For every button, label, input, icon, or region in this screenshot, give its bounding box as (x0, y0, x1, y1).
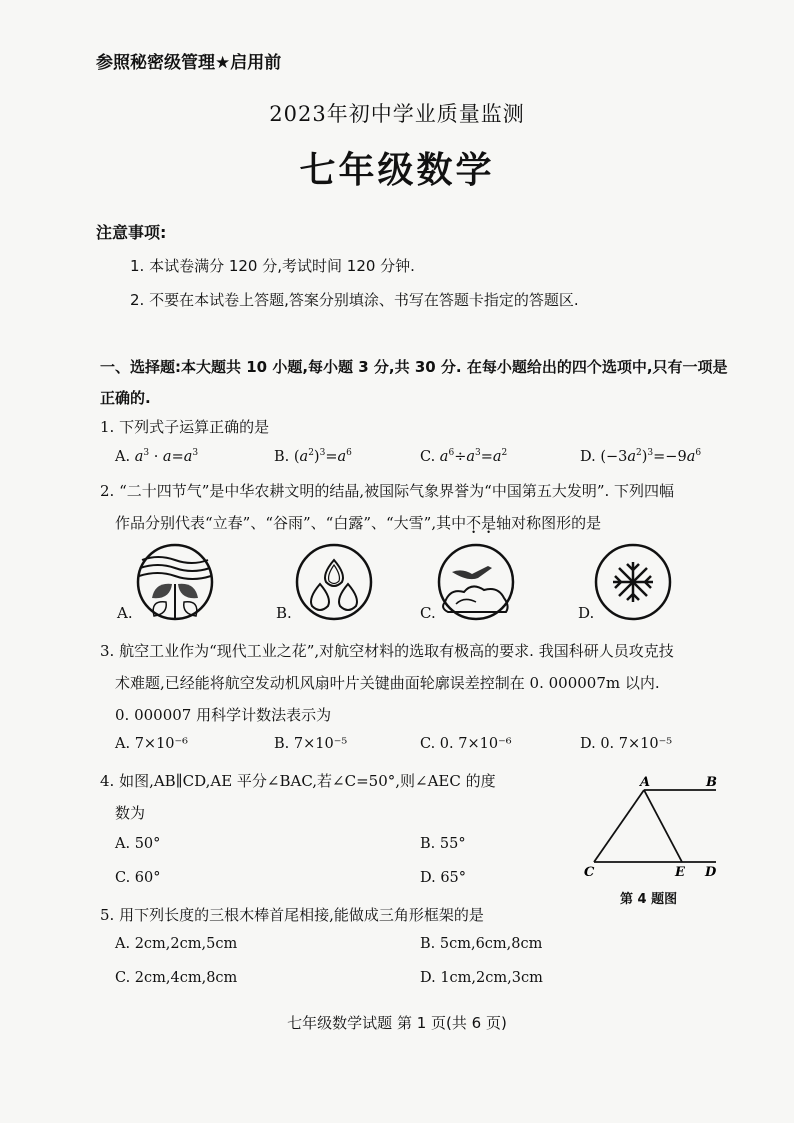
q2-label-b: B. (276, 604, 292, 622)
q1-option-c: C. $a^6\div a^3=a^2$ (420, 448, 508, 465)
q2-label-c: C. (420, 604, 436, 622)
question-1-stem: 1. 下列式子运算正确的是 (100, 418, 270, 436)
subject-title: 七年级数学 (299, 150, 495, 191)
q1-option-d: D. $(-3a^2)^3=-9a^6$ (580, 448, 702, 465)
question-2-stem-line1: 2. “二十四节气”是中华农耕文明的结晶,被国际气象界誉为“中国第五大发明”. 下列四幅 (100, 482, 675, 500)
daxue-icon (596, 545, 670, 619)
bailu-icon (439, 545, 513, 619)
q5-option-c: C. 2cm,4cm,8cm (115, 970, 238, 986)
q1-option-b: B. $(a^2)^3=a^6$ (274, 448, 352, 465)
q4-option-c: C. 60° (115, 870, 161, 886)
q5-option-a: A. 2cm,2cm,5cm (115, 936, 238, 952)
q2-emphasis: 不 (466, 514, 482, 532)
q5-option-b: B. 5cm,6cm,8cm (420, 936, 543, 952)
q3-option-d: D. 0. 7×10⁻⁵ (580, 736, 673, 752)
notice-item: 2. 不要在本试卷上答题,答案分别填涂、书写在答题卡指定的答题区. (130, 291, 579, 309)
q3-option-c: C. 0. 7×10⁻⁶ (420, 736, 512, 752)
question-3-line2: 术难题,已经能将航空发动机风扇叶片关键曲面轮廓误差控制在 0. 000007m 以内. (115, 674, 660, 692)
q4-figure-caption: 第 4 题图 (620, 892, 678, 907)
q4-geometry-figure (578, 770, 728, 880)
q4-option-a: A. 50° (115, 836, 161, 852)
question-2-stem-line2 (115, 512, 601, 533)
q4-option-d: D. 65° (420, 870, 467, 886)
q2-emphasis: 是 (481, 514, 497, 532)
notice-title: 注意事项: (96, 223, 167, 242)
question-4-line1: 4. 如图,AB∥CD,AE 平分∠BAC,若∠C=50°,则∠AEC 的度 (100, 772, 496, 790)
point-c-label: C (584, 865, 595, 880)
point-e-label: E (675, 865, 685, 880)
confidential-label: 参照秘密级管理★启用前 (96, 53, 282, 73)
q2-label-d: D. (578, 604, 595, 622)
q2-label-a: A. (117, 604, 133, 622)
point-a-label: A (640, 775, 651, 790)
question-3-line1: 3. 航空工业作为“现代工业之花”,对航空材料的选取有极高的要求. 我国科研人员攻克技 (100, 642, 674, 660)
exam-title: 2023年初中学业质量监测 (269, 102, 525, 126)
page-footer: 七年级数学试题 第 1 页(共 6 页) (287, 1014, 507, 1032)
q2-text: 作品分别代表“立春”、“谷雨”、“白露”、“大雪”,其中 (115, 514, 467, 532)
lichun-icon (138, 545, 212, 619)
q1-option-a: A. $a^3 \cdot a=a^3$ (115, 448, 199, 465)
point-d-label: D (705, 865, 717, 880)
q2-text: 轴对称图形的是 (496, 514, 602, 532)
question-3-line3: 0. 000007 用科学计数法表示为 (115, 706, 332, 724)
point-b-label: B (706, 775, 717, 790)
section-heading: 一、选择题:本大题共 10 小题,每小题 3 分,共 30 分. 在每小题给出的四个选项中,只有一项是正确的. (100, 358, 728, 407)
guyu-icon (297, 545, 371, 619)
q3-option-a: A. 7×10⁻⁶ (115, 736, 188, 752)
question-4-line2: 数为 (115, 804, 146, 822)
q4-option-b: B. 55° (420, 836, 466, 852)
notice-item: 1. 本试卷满分 120 分,考试时间 120 分钟. (130, 257, 415, 275)
question-5-stem: 5. 用下列长度的三根木棒首尾相接,能做成三角形框架的是 (100, 906, 484, 924)
q3-option-b: B. 7×10⁻⁵ (274, 736, 348, 752)
q5-option-d: D. 1cm,2cm,3cm (420, 970, 543, 986)
